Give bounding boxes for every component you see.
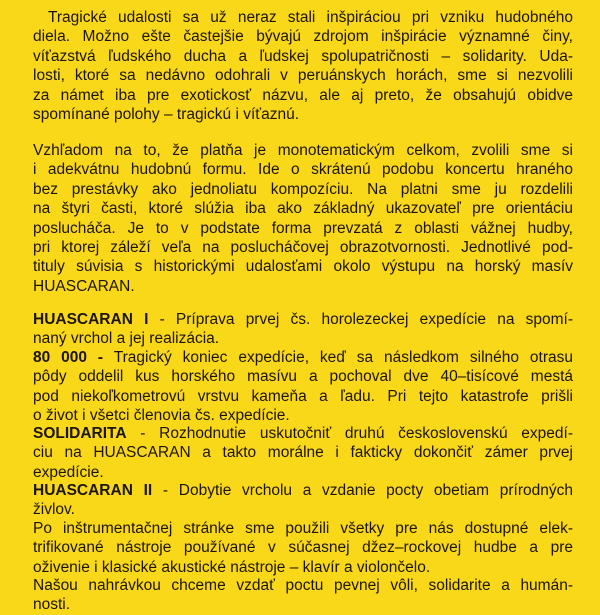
text-line: naný vrchol a jej realizácia. — [33, 330, 220, 348]
part-title: 80 000 - — [33, 349, 104, 366]
text-line: na štyri časti, ktoré slúžia iba ako základný ukazovateľ pre orientáciu — [33, 200, 573, 218]
part-solidarita — [33, 424, 573, 482]
text-line: pod niekoľkometrovú vrstvu kameňa a ľadu. Pri tejto katastrofe prišli — [33, 387, 573, 405]
part-description: - Rozhodnutie uskutočniť druhú československú expedí- — [126, 425, 573, 442]
text-line — [33, 310, 573, 329]
instruments-paragraph — [33, 519, 573, 577]
text-line: i adekvátnu hudobnú formu. Ide o skrátenú podobu koncertu hraného — [33, 161, 573, 179]
text-line — [33, 348, 573, 367]
text-line: ciu na HUASCARAN a takto morálne i fakticky dokončiť zámer prvej — [33, 444, 573, 462]
text-line: za námet iba pre exotickosť názvu, ale aj preto, že obsahujú obidve — [33, 86, 573, 104]
format-paragraph — [33, 141, 573, 296]
text-line: víťazstvá ľudského ducha a ľudskej spolupatričnosti – solidarity. Uda- — [33, 47, 573, 65]
part-title: HUASCARAN I — [33, 311, 149, 328]
part-title: SOLIDARITA — [33, 425, 127, 442]
text-line: pôdy oddelil kus horského masívu a pochoval dve 40–tisícové mestá — [33, 368, 573, 386]
text-line: o život i všetci členovia čs. expedície. — [33, 407, 290, 425]
text-line: bez prestávky ako jednoliatu kompozíciu. Na platni sme ju rozdelili — [33, 180, 573, 198]
text-line: Vzhľadom na to, že platňa je monotematickým celkom, zvolili sme si — [33, 142, 573, 159]
text-line: spomínané polohy – tragickú i víťaznú. — [33, 106, 300, 124]
part-80000 — [33, 348, 573, 426]
text-line: Po inštrumentačnej stránke sme použili všetky pre nás dostupné elek- — [33, 520, 573, 537]
text-line: pri ktorej záleží veľa na poslucháčovej obrazotvornosti. Jednotlivé pod- — [33, 239, 573, 257]
text-line: tituly súvisia s historickými udalosťami okolo výstupu na horský masív — [33, 258, 573, 276]
text-line: Našou nahrávkou chceme vzdať poctu pevnej vôli, solidarite a humán- — [33, 577, 573, 594]
text-line: losti, ktoré sa nedávno odohrali v peruánskych horách, sme si nezvolili — [33, 67, 573, 85]
text-line: oživenie i klasické akustické nástroje – klavír a violončelo. — [33, 558, 431, 576]
text-line: Tragické udalosti sa už neraz stali inšpiráciou pri vzniku hudobného — [48, 9, 573, 26]
part-huascaran-1 — [33, 310, 573, 349]
part-huascaran-2 — [33, 481, 573, 520]
part-description: - Príprava prvej čs. horolezeckej expedície na spomí- — [148, 311, 574, 328]
text-line: HUASCARAN. — [33, 277, 135, 295]
text-line: nosti. — [33, 596, 71, 614]
text-line: živlov. — [33, 501, 75, 519]
closing-paragraph — [33, 576, 573, 615]
text-line — [33, 424, 573, 443]
text-line — [33, 481, 573, 500]
text-line: diela. Možno ešte častejšie bývajú zdrojom inšpirácie významné činy, — [33, 28, 573, 46]
part-description: - Dobytie vrcholu a vzdanie pocty obetiam prírodných — [152, 482, 574, 499]
text-line: trifikované nástroje používané v súčasnej džez–rockovej hudbe a pre — [33, 539, 573, 557]
part-title: HUASCARAN II — [33, 482, 153, 499]
intro-paragraph — [33, 8, 573, 124]
text-line: poslucháča. Je to v podstate forma prevzatá z oblasti vážnej hudby, — [33, 219, 573, 237]
part-description: Tragický koniec expedície, keď sa následkom silného otrasu — [103, 349, 573, 366]
text-line: expedície. — [33, 463, 104, 481]
